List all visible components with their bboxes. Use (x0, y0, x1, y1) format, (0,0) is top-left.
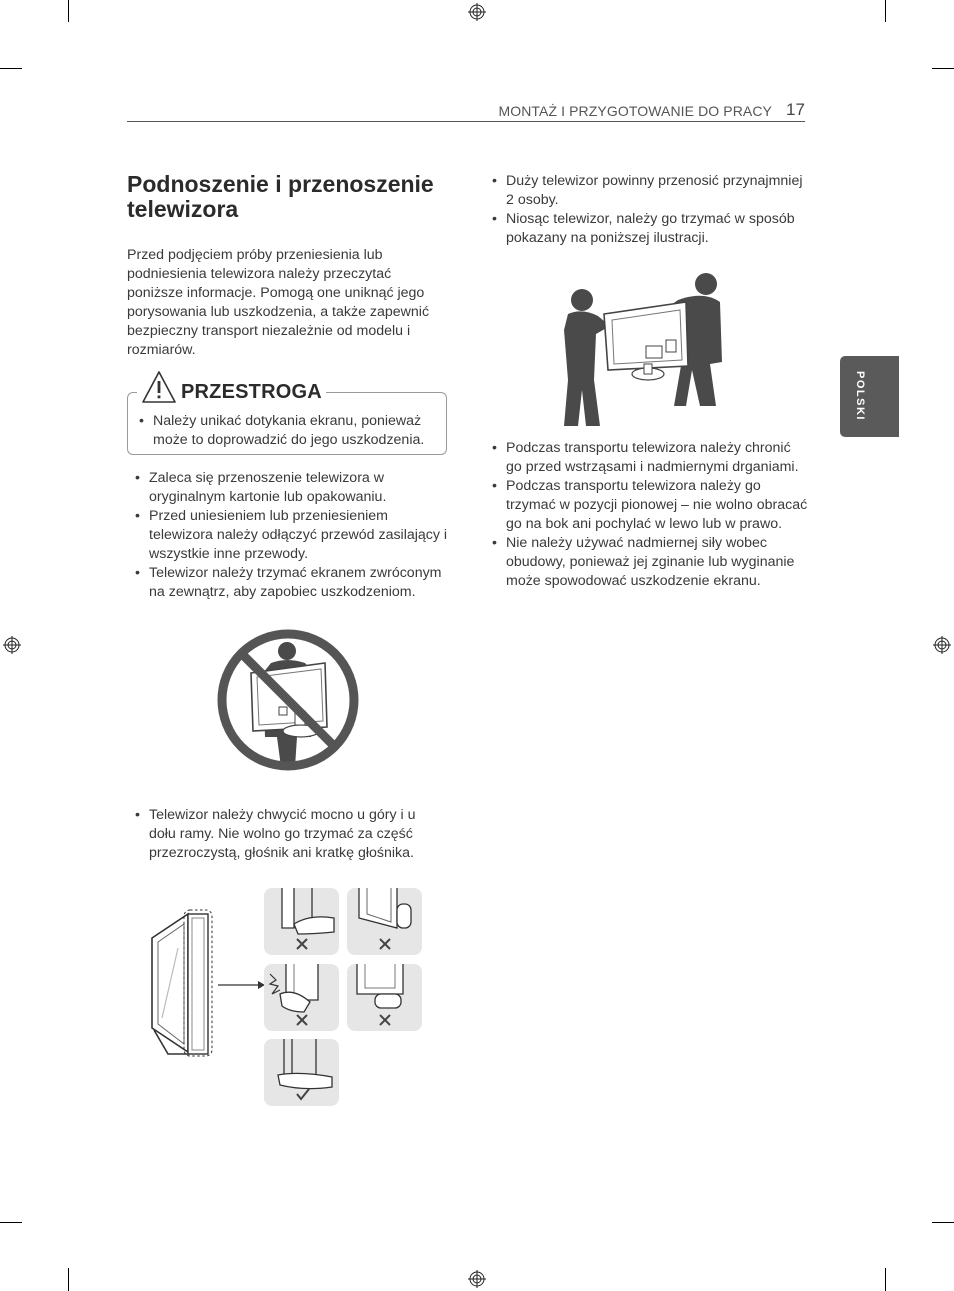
grip-bullet-list (127, 806, 429, 863)
list-item: • Podczas transportu telewizora należy chronić go przed wstrząsami i nadmiernymi drganiami. (484, 439, 810, 477)
two-people-carrying-illustration (560, 270, 725, 430)
list-item: • Należy unikać dotykania ekranu, ponieważ może to doprowadzić do jego uszkodzenia. (131, 412, 433, 450)
list-item: • Podczas transportu telewizora należy go trzymać w pozycji pionowej – nie wolno obracać go na bok ani pochylać w lewo lub w prawo. (484, 477, 810, 534)
registration-mark-icon (3, 636, 21, 654)
cross-mark-icon (380, 939, 390, 949)
crop-mark (68, 0, 69, 22)
intro-paragraph: Przed podjęciem próby przeniesienia lub podniesienia telewizora należy przeczytać poniższe informacje. Pomogą one uniknąć jego porysowania lub uszkodzenia, a także zapewnić bezpieczny transport niezależnie od modelu i rozmiarów. (127, 247, 430, 358)
registration-mark-icon (468, 1270, 486, 1288)
list-item: • Telewizor należy trzymać ekranem zwróconym na zewnątrz, aby zapobiec uszkodzeniom. (127, 564, 449, 602)
caution-title: PRZESTROGA (181, 381, 322, 403)
registration-mark-icon (468, 3, 486, 21)
grip-example-wrong-4 (347, 964, 422, 1031)
check-mark-icon (297, 1089, 309, 1099)
list-item: • Duży telewizor powinny przenosić przynajmniej 2 osoby. (484, 172, 810, 210)
caution-list (131, 412, 433, 450)
tv-frame-illustration (148, 908, 266, 1060)
cross-mark-icon (297, 939, 307, 949)
list-item: • Niosąc telewizor, należy go trzymać w sposób pokazany na poniższej ilustracji. (484, 210, 810, 248)
language-tab-label: POLSKI (854, 371, 866, 421)
running-header: MONTAŻ I PRZYGOTOWANIE DO PRACY (498, 103, 772, 119)
header-rule (127, 121, 805, 122)
right-top-bullet-list (484, 172, 810, 248)
prohibited-carry-illustration (215, 627, 361, 773)
cross-mark-icon (297, 1015, 307, 1025)
grip-example-wrong-2 (347, 888, 422, 955)
right-bottom-bullet-list (484, 439, 810, 591)
page-number: 17 (786, 100, 805, 119)
crop-mark (932, 68, 954, 69)
crop-mark (68, 1268, 69, 1291)
grip-example-correct (264, 1039, 339, 1106)
list-item: • Telewizor należy chwycić mocno u góry i u dołu ramy. Nie wolno go trzymać za część przezroczystą, głośnik ani kratkę głośnika. (127, 806, 429, 863)
crop-mark (885, 1268, 886, 1291)
person-icon (564, 289, 610, 426)
cross-mark-icon (380, 1015, 390, 1025)
crop-mark (0, 1222, 22, 1223)
grip-example-wrong-3 (264, 964, 339, 1031)
language-tab (840, 356, 899, 437)
tv-icon (604, 302, 688, 380)
left-bullet-list (127, 469, 449, 602)
crop-mark (0, 68, 22, 69)
list-item: • Zaleca się przenoszenie telewizora w oryginalnym kartonie lub opakowaniu. (127, 469, 449, 507)
crop-mark (885, 0, 886, 22)
list-item: • Przed uniesieniem lub przeniesieniem telewizora należy odłączyć przewód zasilający i wszystkie inne przewody. (127, 507, 449, 564)
caution-heading (137, 368, 326, 404)
grip-example-wrong-1 (264, 888, 339, 955)
warning-triangle-icon (141, 370, 177, 404)
page-title: Podnoszenie i przenoszenie telewizora (127, 171, 434, 222)
list-item: • Nie należy używać nadmiernej siły wobec obudowy, ponieważ jej zginanie lub wyginanie może spowodować uszkodzenie ekranu. (484, 534, 810, 591)
crop-mark (932, 1222, 954, 1223)
registration-mark-icon (933, 636, 951, 654)
